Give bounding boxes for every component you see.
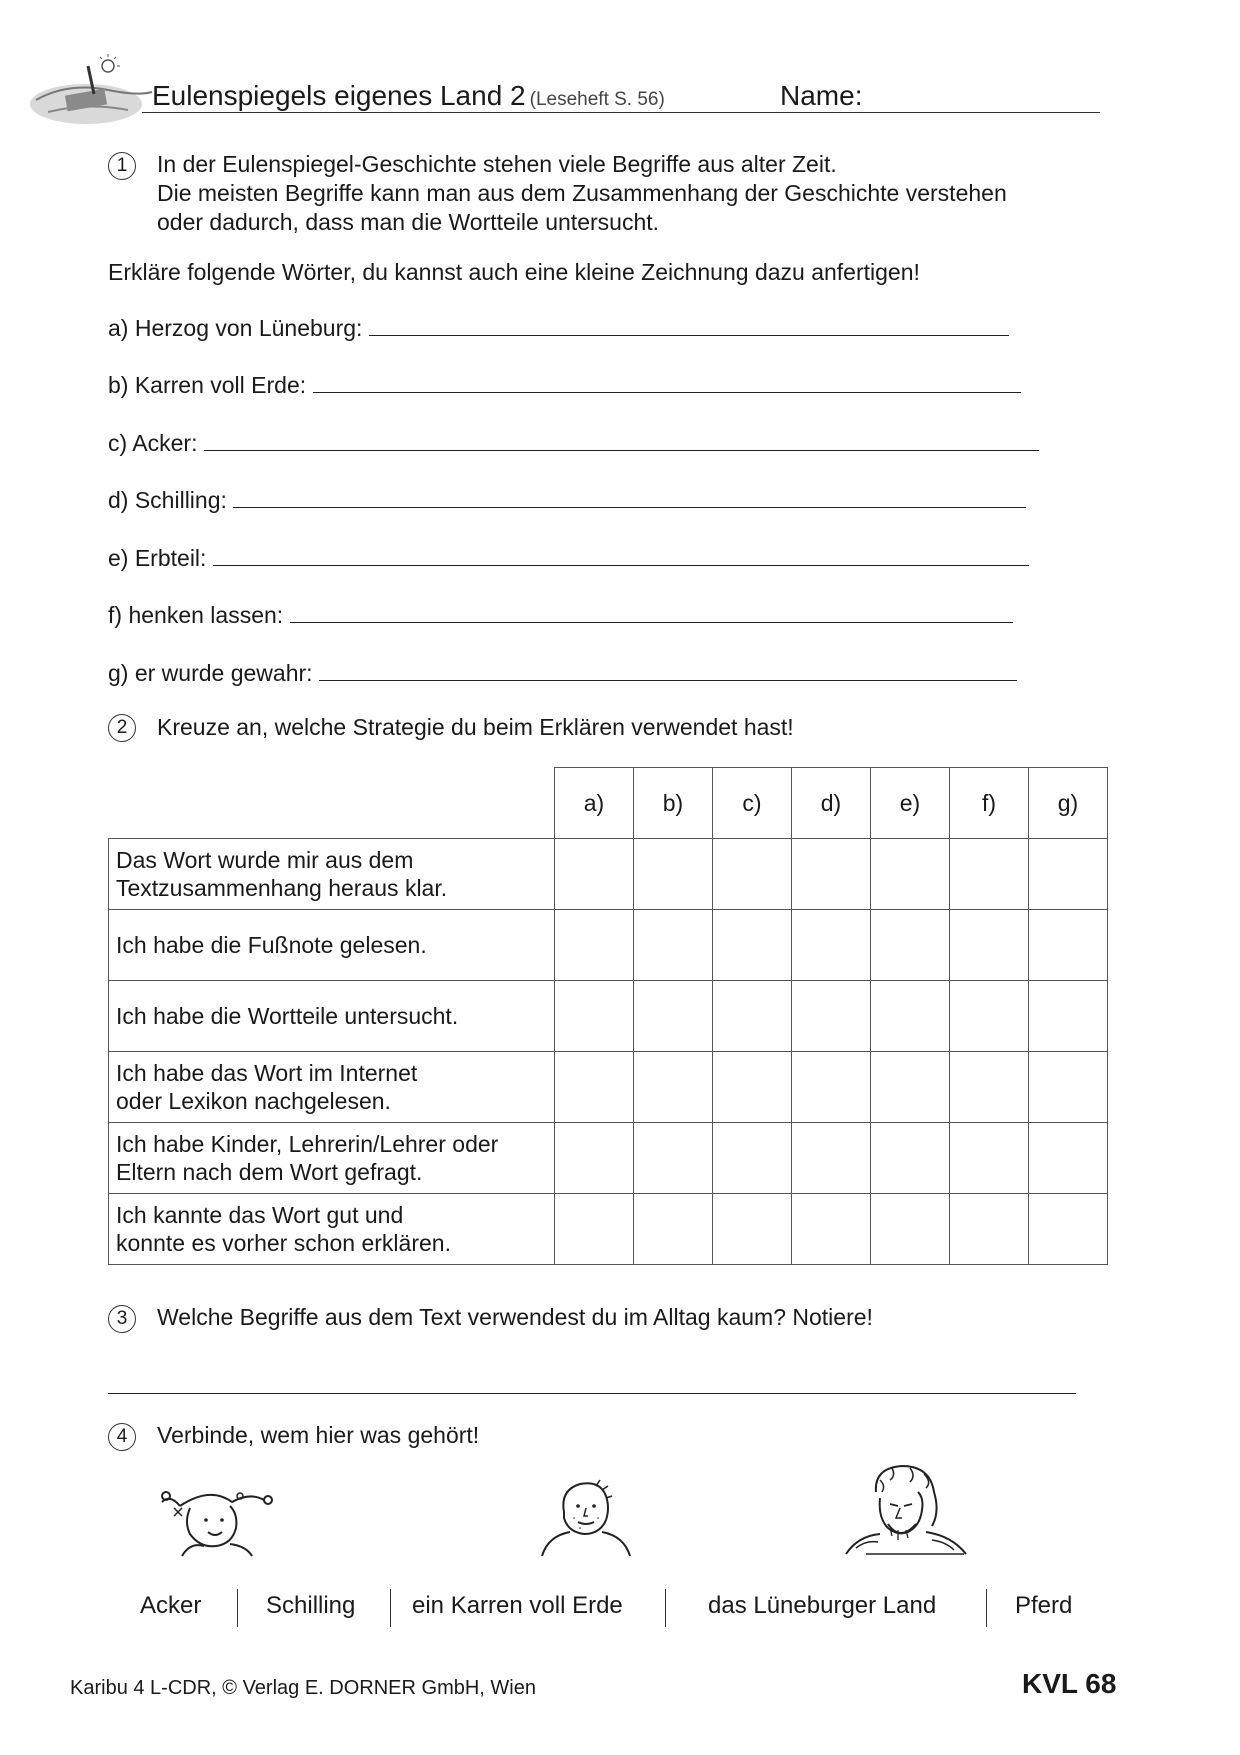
table-row (109, 1123, 1108, 1194)
explain-item-b: b) Karren voll Erde: (108, 368, 1021, 400)
checkbox-cell[interactable] (555, 1194, 634, 1265)
checkbox-cell[interactable] (634, 839, 713, 910)
strategy-table (108, 767, 1108, 1265)
task-number-1: 1 (108, 152, 136, 180)
checkbox-cell[interactable] (1029, 981, 1108, 1052)
checkbox-cell[interactable] (871, 981, 950, 1052)
checkbox-cell[interactable] (871, 1194, 950, 1265)
checkbox-cell[interactable] (792, 1052, 871, 1123)
checkbox-cell[interactable] (871, 1123, 950, 1194)
strategy-label: Ich habe Kinder, Lehrerin/Lehrer oder Eltern nach dem Wort gefragt. (109, 1123, 555, 1194)
header-logo-icon (28, 52, 158, 130)
checkbox-cell[interactable] (713, 839, 792, 910)
table-row (109, 981, 1108, 1052)
task-number-3: 3 (108, 1305, 136, 1333)
table-row (109, 1052, 1108, 1123)
word-schilling: Schilling (266, 1592, 356, 1619)
column-header: g) (1029, 768, 1108, 839)
task2-text: Kreuze an, welche Strategie du beim Erklären verwendet hast! (157, 714, 794, 740)
word-acker: Acker (140, 1592, 202, 1619)
strategy-label: Ich habe die Wortteile untersucht. (109, 981, 555, 1052)
task1-intro (157, 150, 1007, 237)
checkbox-cell[interactable] (871, 839, 950, 910)
task-number-2: 2 (108, 714, 136, 742)
answer-line-e[interactable] (213, 541, 1029, 566)
page-title: Eulenspiegels eigenes Land 2 (Leseheft S. 56) (152, 80, 665, 111)
column-header: a) (555, 768, 634, 839)
table-corner (109, 768, 555, 839)
checkbox-cell[interactable] (555, 910, 634, 981)
word-separator (986, 1589, 987, 1627)
answer-line-a[interactable] (369, 311, 1009, 336)
footer-copyright: Karibu 4 L-CDR, © Verlag E. DORNER GmbH, Wien (70, 1677, 536, 1699)
checkbox-cell[interactable] (634, 1194, 713, 1265)
column-header: d) (792, 768, 871, 839)
explain-item-d: d) Schilling: (108, 483, 1026, 515)
task1-line: oder dadurch, dass man die Wortteile untersucht. (157, 209, 660, 235)
checkbox-cell[interactable] (555, 839, 634, 910)
answer-line-b[interactable] (313, 368, 1021, 393)
checkbox-cell[interactable] (555, 1052, 634, 1123)
answer-line-c[interactable] (204, 426, 1039, 451)
checkbox-cell[interactable] (713, 1052, 792, 1123)
checkbox-cell[interactable] (555, 1123, 634, 1194)
task3-text: Welche Begriffe aus dem Text verwendest du im Alltag kaum? Notiere! (157, 1304, 873, 1330)
checkbox-cell[interactable] (1029, 839, 1108, 910)
table-header-row (109, 768, 1108, 839)
checkbox-cell[interactable] (713, 1194, 792, 1265)
checkbox-cell[interactable] (713, 1123, 792, 1194)
explain-item-a: a) Herzog von Lüneburg: (108, 311, 1009, 343)
checkbox-cell[interactable] (713, 910, 792, 981)
column-header: f) (950, 768, 1029, 839)
checkbox-cell[interactable] (792, 910, 871, 981)
checkbox-cell[interactable] (634, 1123, 713, 1194)
explain-item-f: f) henken lassen: (108, 598, 1013, 630)
checkbox-cell[interactable] (792, 839, 871, 910)
page-code: KVL 68 (1022, 1668, 1117, 1699)
strategy-label: Ich habe das Wort im Internet oder Lexikon nachgelesen. (109, 1052, 555, 1123)
task1-instruction: Erkläre folgende Wörter, du kannst auch eine kleine Zeichnung dazu anfertigen! (108, 259, 920, 285)
duke-face-icon (836, 1462, 972, 1558)
checkbox-cell[interactable] (634, 1052, 713, 1123)
checkbox-cell[interactable] (950, 1194, 1029, 1265)
checkbox-cell[interactable] (1029, 1123, 1108, 1194)
checkbox-cell[interactable] (634, 910, 713, 981)
checkbox-cell[interactable] (950, 910, 1029, 981)
word-separator (665, 1589, 666, 1627)
checkbox-cell[interactable] (1029, 1194, 1108, 1265)
name-label: Name: (780, 80, 863, 111)
table-row (109, 839, 1108, 910)
jester-face-icon (160, 1486, 280, 1558)
explain-item-g: g) er wurde gewahr: (108, 656, 1017, 688)
task1-line: In der Eulenspiegel-Geschichte stehen viele Begriffe aus alter Zeit. (157, 151, 837, 177)
task-number-4: 4 (108, 1423, 136, 1451)
column-header: e) (871, 768, 950, 839)
word-pferd: Pferd (1015, 1592, 1073, 1619)
checkbox-cell[interactable] (950, 1052, 1029, 1123)
checkbox-cell[interactable] (871, 910, 950, 981)
checkbox-cell[interactable] (871, 1052, 950, 1123)
word-separator (390, 1589, 391, 1627)
checkbox-cell[interactable] (634, 981, 713, 1052)
strategy-label: Das Wort wurde mir aus dem Textzusammenhang heraus klar. (109, 839, 555, 910)
explain-item-c: c) Acker: (108, 426, 1039, 458)
checkbox-cell[interactable] (792, 1194, 871, 1265)
checkbox-cell[interactable] (555, 981, 634, 1052)
table-row (109, 1194, 1108, 1265)
man-face-icon (536, 1476, 636, 1558)
checkbox-cell[interactable] (1029, 1052, 1108, 1123)
checkbox-cell[interactable] (950, 839, 1029, 910)
checkbox-cell[interactable] (950, 1123, 1029, 1194)
task3-answer-line[interactable] (108, 1393, 1076, 1394)
word-separator (237, 1589, 238, 1627)
page-subtitle: (Leseheft S. 56) (529, 89, 665, 110)
task4-text: Verbinde, wem hier was gehört! (157, 1422, 480, 1448)
checkbox-cell[interactable] (792, 1123, 871, 1194)
word-karren: ein Karren voll Erde (412, 1592, 623, 1619)
column-header: b) (634, 768, 713, 839)
answer-line-f[interactable] (290, 598, 1013, 623)
answer-line-d[interactable] (233, 483, 1026, 508)
checkbox-cell[interactable] (950, 981, 1029, 1052)
table-row (109, 910, 1108, 981)
checkbox-cell[interactable] (713, 981, 792, 1052)
task1-line: Die meisten Begriffe kann man aus dem Zusammenhang der Geschichte verstehen (157, 180, 1007, 206)
checkbox-cell[interactable] (792, 981, 871, 1052)
explain-item-e: e) Erbteil: (108, 541, 1029, 573)
column-header: c) (713, 768, 792, 839)
word-lueneburger-land: das Lüneburger Land (708, 1592, 937, 1619)
strategy-label: Ich habe die Fußnote gelesen. (109, 910, 555, 981)
answer-line-g[interactable] (319, 656, 1017, 681)
title-underline (142, 112, 1100, 113)
strategy-label: Ich kannte das Wort gut und konnte es vorher schon erklären. (109, 1194, 555, 1265)
checkbox-cell[interactable] (1029, 910, 1108, 981)
